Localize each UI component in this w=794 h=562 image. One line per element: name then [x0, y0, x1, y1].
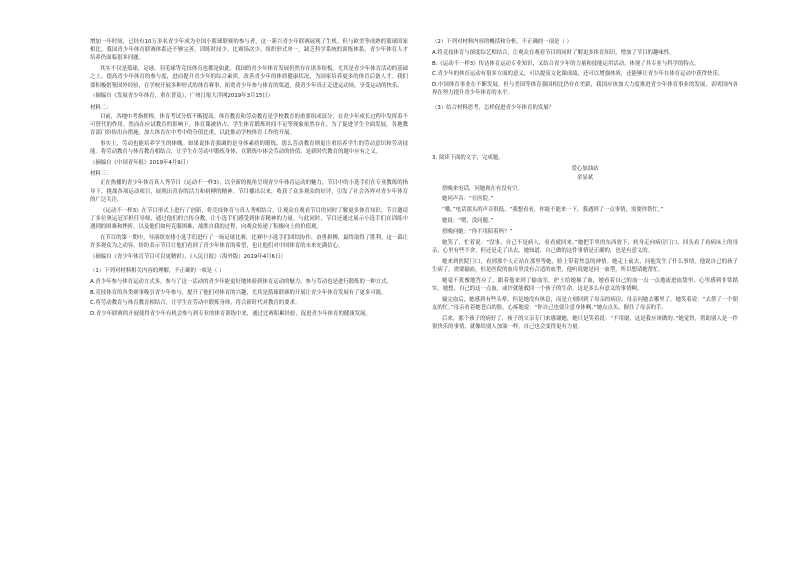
- story-paragraph: 她问声音：“在医院。”: [442, 196, 494, 203]
- question-3-stem: （3）结合材料思考，怎样促进青少年体育的发展？: [432, 104, 555, 111]
- story-title: 爱心加油站: [571, 166, 599, 173]
- left-source-1: （摘编自《发展青少年体育，重在普及》，广州日报大洋网2019年3月15日）: [90, 93, 274, 100]
- question-2-option-b: B.《运动不一样3》传达体育运动专业知识，又结合青少年的力量和技能运用活动，体现了其专业与科学的特点。: [432, 60, 700, 67]
- story-paragraph: “哦，”电话那头的声音很低，“我想看看，你能不能来一下，我遇到了一点事情，需要你帮忙。”: [442, 207, 664, 214]
- story-paragraph: 她毫不犹豫地答应了，跟着他来到了输血室。护士给她抽了血，她看着自己的血一点一点地流进血袋里，心里感到非常踏实。她想，自己的这一点血，或许就能救回一个孩子的生命，这是多么有意义的事情啊。: [432, 277, 738, 292]
- story-author: 余显斌: [576, 175, 594, 182]
- material-3-paragraph-2: 《运动不一样3》在节目形式上进行了创新，将竞技体育与真人秀相结合，让观众在观看节目的同时了解更多体育知识。节目邀请了多位奥运冠军担任导师，通过他们的言传身教，让小选手们感受到体育精神的力量。与此同时，节目还通过展示小选手们在训练中遇到的困难和挫折，以及他们如何克服困难、战胜自我的过程，向观众传递了积极向上的价值观。: [90, 207, 408, 231]
- left-paragraph-1: 增加一年时间，已经有10万多名青少年成为全国小篮球联赛的参与者，这一新兴青少年联赛展现了生机。但与欧美等成熟的篮球国家相比，我国青少年体育联赛体系还不够完善，训练时间少、比赛场次少、组织形式单一，缺乏科学系统的训练体系，青少年体育人才培养仍面临很多问题。: [90, 39, 408, 62]
- story-paragraph: 她来到医院门口，看到那个人正站在那里等她，脸上带着焦急的神情。她走上前去，问他发生了什么事情，他说自己的孩子生病了，需要输血，但是医院的血库里没有合适的血型，他听说她是同一血型，所以想请她帮忙。: [432, 258, 738, 273]
- right-column: [432, 38, 738, 334]
- question-1-option-a: A.青少年参与体育运动方式多，参与了这一活动的青少年能更好地体验到体育运动的魅力，参与劳动也是进行锻炼的一种方式。: [90, 278, 392, 285]
- story-paragraph: 她说：“嗯，没问题。”: [442, 217, 494, 224]
- question-2-stem: （2）下列对材料内容的概括和分析，不正确的一项是（ ）: [432, 39, 572, 45]
- question-1-option-b: B.竞技体育的各类赛事吸引青少年参与，提升了他们对体育的兴趣，尤其是篮球联赛的开展让青少年体育发展有了更多可能。: [90, 289, 387, 296]
- story-paragraph: 输完血后，她感到有些头晕，但是她没有休息，而是立刻回到了母亲的病房。母亲问她去哪里了，她笑着说：“去帮了一个朋友的忙。”母亲看着她苍白的脸，心疼地说：“你自己也要注意身体啊。”她点点头，握住了母亲的手。: [432, 296, 738, 311]
- material-3-label: 材料三：: [90, 171, 112, 178]
- question-1-option-d: D.青少年联赛的开展使得青少年有机会参与到专业的体育训练中来，通过比赛积累经验，促进青少年体育的健康发展。: [90, 311, 371, 318]
- question-2-option-c: C.青少年的体育运动有很多方面的意义，可以提高文化课成绩，还可以增强体质，还能够让青少年在体育运动中获得快乐。: [432, 71, 724, 78]
- story-paragraph: 傍晚来电话，问她现在有没有空。: [442, 185, 523, 192]
- answer-space: [432, 114, 738, 154]
- story-paragraph: 后来，那个孩子的病好了，孩子的父亲专门来感谢她，她只是笑着说：“不用谢，这是我应该做的。”她觉得，帮助别人是一件很快乐的事情，就像给别人加油一样，自己也会变得更有力量。: [432, 315, 738, 330]
- material-2-label: 材料二：: [90, 104, 112, 111]
- material-3-source: （摘编自《青少年体育节目可以更精彩》，《人民日报》（海外版）2019年4月6日）: [90, 253, 286, 260]
- material-3-paragraph-1: 正在热播的青少年体育真人秀节目《运动不一样3》，以全新的视角呈现青少年体育运动的魅力，节目中的小选手们在专业教练的指导下，挑战各项运动项目，展现出青春的活力和拼搏的精神。节目播出以来，收获了众多观众的好评，引发了社会各界对青少年体育的广泛关注。: [90, 180, 408, 203]
- left-column: [90, 38, 408, 321]
- question-1-stem: （1）下列对材料相关内容的理解，不正确的一项是（ ）: [90, 268, 225, 275]
- story-paragraph: 她笑了，忙着说：“没事，自己不是病人，看看就回来。”她把手里的东西放下，转身走向病房门口，回头看了看病床上的母亲，心里有些不舍，但还是走了出去。她知道，自己做的这件事情是正确的，也是有意义的。: [432, 239, 738, 254]
- material-2-paragraph-1: 目前，各地中考指挥棒，体育考试分值不断提高。体育教育和劳动教育是学校教育的重要组成部分，在青少年成长过程中发挥着不可替代的作用。然而在应试教育的影响下，体育课被挤占、学生体育锻炼时间不足等现象依然存在。为了促进学生全面发展，各地教育部门纷纷出台措施，加大体育在中考中的分值比重，以此推动学校体育工作的开展。: [90, 113, 408, 137]
- material-3-paragraph-3: 在节目的第一期中，导演组安排小选手们进行了一场足球比赛，比赛中小选手们团结协作、奋勇拼搏，最终取得了胜利。这一幕让许多观众为之动容，纷纷表示节目让他们看到了青少年体育的希望，也让他们对中国体育的未来充满信心。: [90, 234, 408, 250]
- question-2-option-d: D.中国体育事业在不断发展，但与美国等体育强国相比仍存在差距，我国应该加大力度推进青少年体育事业的发展，表明国内各界在努力提升青少年体育的水平。: [432, 82, 738, 97]
- left-paragraph-2: 其实不仅是篮球，足球、羽毛球等竞技体育也都是如此。我国的青少年体育发展仍然存在诸多短板，尤其是青少年体育活动的基础之上，提高青少年体育的参与度，进而提升青少年的综合素质，改善青少年的体质健康状况，为国家培养更多的体育后备人才。我们要积极借鉴国外经验，在学校开展多种形式的体育赛事，拓宽青少年参与体育的渠道，使青少年真正走进运动场，享受运动的快乐。: [90, 66, 408, 89]
- material-2-paragraph-2: 事实上，劳动也能培养学生的体魄。如果说体育强调的是身体素质的锻炼，那么劳动教育则更注重培养学生的劳动意识和劳动技能。将劳动教育与体育教育相结合，让学生在劳动中锻炼身体，在锻炼中体会劳动的价值，是新时代教育的题中应有之义。: [90, 141, 408, 156]
- question-2-option-a: A.将竞技体育与深度综艺相结合，让观众在观看节目的同时了解更多体育知识，增加了节目的趣味性。: [432, 49, 675, 56]
- material-2-source: （摘编自《中国青年报》2019年4月9日）: [90, 160, 192, 167]
- section-3-heading: 3. 阅读下面的文字，完成题。: [432, 155, 504, 162]
- story-paragraph: 傍晚问她：“你不用陪着吗？”: [442, 228, 513, 235]
- question-1-option-c: C.将劳动教育与体育教育相结合，让学生在劳动中锻炼身体，符合新时代对教育的要求。: [90, 300, 301, 307]
